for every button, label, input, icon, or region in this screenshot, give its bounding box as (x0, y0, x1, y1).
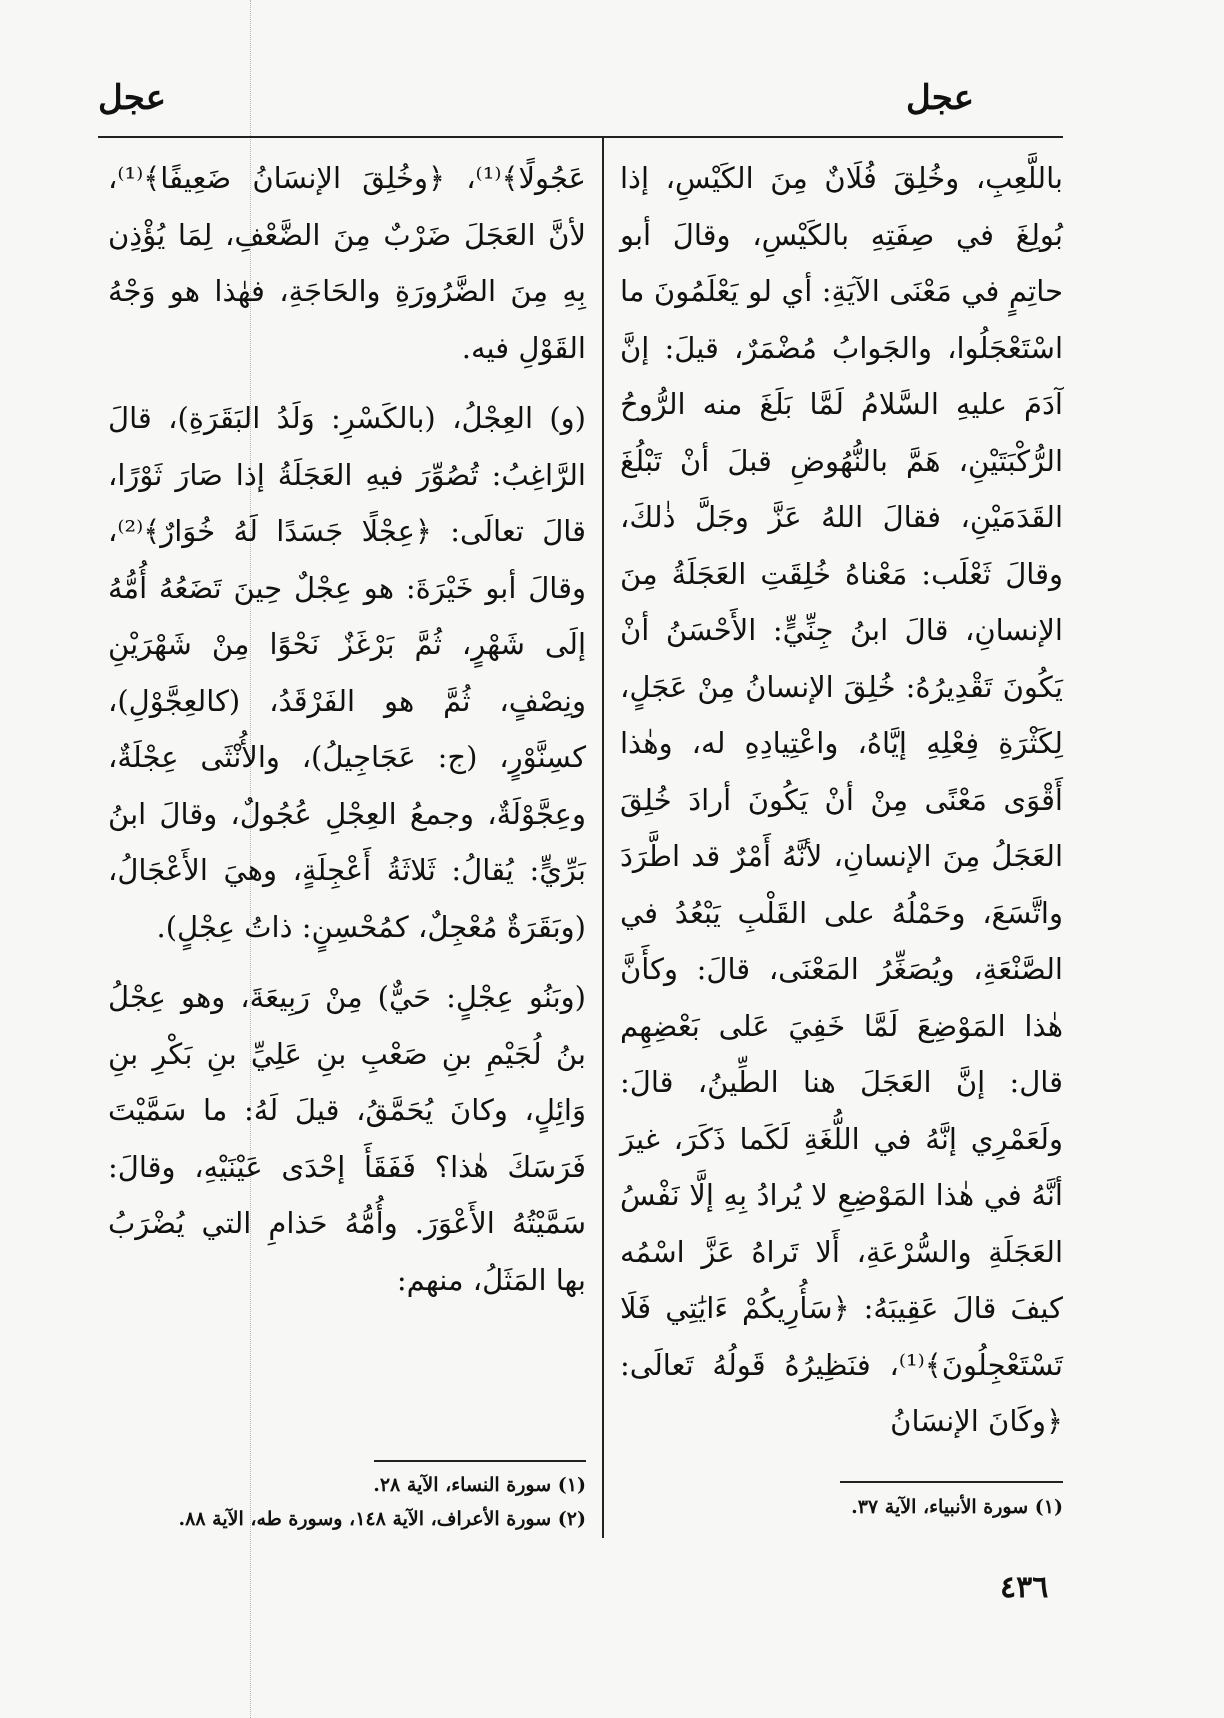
left-column (108, 150, 586, 1322)
footnote: (١) سورة النساء، الآية ٢٨. (373, 1474, 586, 1496)
footnotes-left (108, 1468, 586, 1536)
column-divider (602, 138, 604, 1538)
right-column (620, 150, 1063, 1464)
header-entry-word-right: عجل (906, 78, 974, 118)
header-rule (98, 136, 1063, 138)
footnote-rule-left (374, 1460, 586, 1462)
left-column-paragraph: عَجُولًا﴾⁽¹⁾، ﴿وخُلِقَ الإنسَانُ ضَعِيفًا﴾⁽¹⁾، لأنَّ العَجَلَ ضَرْبٌ مِنَ الضَّعْفِ، لِمَا يُؤْذِن بِهِ مِنَ الضَّرُورَةِ والحَاجَةِ، فهٰذا هو وَجْهُ القَوْلِ فيه. (108, 161, 586, 365)
footnote: (١) سورة الأنبياء، الآية ٣٧. (851, 1496, 1063, 1518)
left-column-paragraph: (وبَنُو عِجْلٍ: حَيٌّ) مِنْ رَبِيعَةَ، وهو عِجْلُ بنُ لُجَيْمِ بنِ صَعْبِ بنِ عَلِيِّ بنِ بَكْرِ بنِ وَائِلٍ، وكانَ يُحَمَّقُ، قيلَ لَهُ: ما سَمَّيْتَ فَرَسَكَ هٰذا؟ فَفَقَأَ إحْدَى عَيْنَيْهِ، وقالَ: سَمَّيْتُهُ الأَعْوَرَ. وأُمُّهُ حَذامِ التي يُضْرَبُ بها المَثَلُ، منهم: (108, 980, 586, 1297)
right-column-paragraph: باللَّعِبِ، وخُلِقَ فُلَانٌ مِنَ الكَيْسِ، إذا بُولِغَ في صِفَتِهِ بالكَيْسِ، وقالَ أبو حاتِمٍ في مَعْنَى الآيَةِ: أي لو يَعْلَمُونَ ما اسْتَعْجَلُوا، والجَوابُ مُضْمَرٌ، قيلَ: إنَّ آدَمَ عليهِ السَّلامُ لَمَّا بَلَغَ منه الرُّوحُ الرُّكْبَتَيْنِ، هَمَّ بالنُّهُوضِ قبلَ أنْ تَبْلُغَ القَدَمَيْنِ، فقالَ اللهُ عَزَّ وجَلَّ ذٰلكَ، وقالَ ثَعْلَب: مَعْناهُ خُلِقَتِ العَجَلَةُ مِنَ الإنسانِ، قالَ ابنُ جِنِّيٍّ: الأَحْسَنُ أنْ يَكُونَ تَقْدِيرُهُ: خُلِقَ الإنسانُ مِنْ عَجَلٍ، لِكَثْرَةِ فِعْلِهِ إيَّاهُ، واعْتِيادِهِ له، وهٰذا أَقْوَى مَعْنًى مِنْ أنْ يَكُونَ أرادَ خُلِقَ العَجَلُ مِنَ الإنسانِ، لأنَّهُ أَمْرٌ قد اطَّرَدَ واتَّسَعَ، وحَمْلُهُ على القَلْبِ يَبْعُدُ في الصَّنْعَةِ، ويُصَغِّرُ المَعْنَى، قالَ: وكأَنَّ هٰذا المَوْضِعَ لَمَّا خَفِيَ عَلى بَعْضِهِم قال: إنَّ العَجَلَ هنا الطِّينُ، قالَ: ولَعَمْرِي إنَّهُ في اللُّغَةِ لَكَما ذَكَرَ، غيرَ أنَّهُ في هٰذا المَوْضِعِ لا يُرادُ بِهِ إلَّا نَفْسُ العَجَلَةِ والسُّرْعَةِ، أَلا تَراهُ عَزَّ اسْمُه كيفَ قالَ عَقِيبَهُ: ﴿سَأُرِيكُمْ ءَايَٰتِي فَلَا تَسْتَعْجِلُونَ﴾⁽¹⁾، فنَظِيرُهُ قَولُهُ تَعالَى: ﴿وكَانَ الإنسَانُ (620, 161, 1063, 1438)
footnotes-right (640, 1490, 1063, 1524)
footnote-rule-right (840, 1481, 1063, 1483)
left-column-paragraph: (و) العِجْلُ، (بالكَسْرِ: وَلَدُ البَقَرَةِ)، قالَ الرَّاغِبُ: تُصُوِّرَ فيهِ العَجَلَةُ إذا صَارَ ثَوْرًا، قالَ تعالَى: ﴿عِجْلًا جَسَدًا لَهُ خُوَارٌ﴾⁽²⁾، وقالَ أبو خَيْرَةَ: هو عِجْلٌ حِينَ تَضَعُهُ أُمُّهُ إلَى شَهْرٍ، ثُمَّ بَرْغَزٌ نَحْوًا مِنْ شَهْرَيْنِ ونِصْفٍ، ثُمَّ هو الفَرْقَدُ، (كالعِجَّوْلِ)، كسِنَّوْرٍ، (ج: عَجَاجِيلُ)، والأُنْثَى عِجْلَةٌ، وعِجَّوْلَةٌ، وجمعُ العِجْلِ عُجُولٌ، وقالَ ابنُ بَرِّيٍّ: يُقالُ: ثَلاثَةُ أَعْجِلَةٍ، وهيَ الأَعْجَالُ، (وبَقَرَةٌ مُعْجِلٌ، كمُحْسِنٍ: ذاتُ عِجْلٍ). (108, 401, 586, 944)
page-number: ٤٣٦ (1000, 1570, 1049, 1605)
header-entry-word-left: عجل (98, 78, 166, 118)
footnote: (٢) سورة الأعراف، الآية ١٤٨، وسورة طه، الآية ٨٨. (178, 1508, 586, 1530)
